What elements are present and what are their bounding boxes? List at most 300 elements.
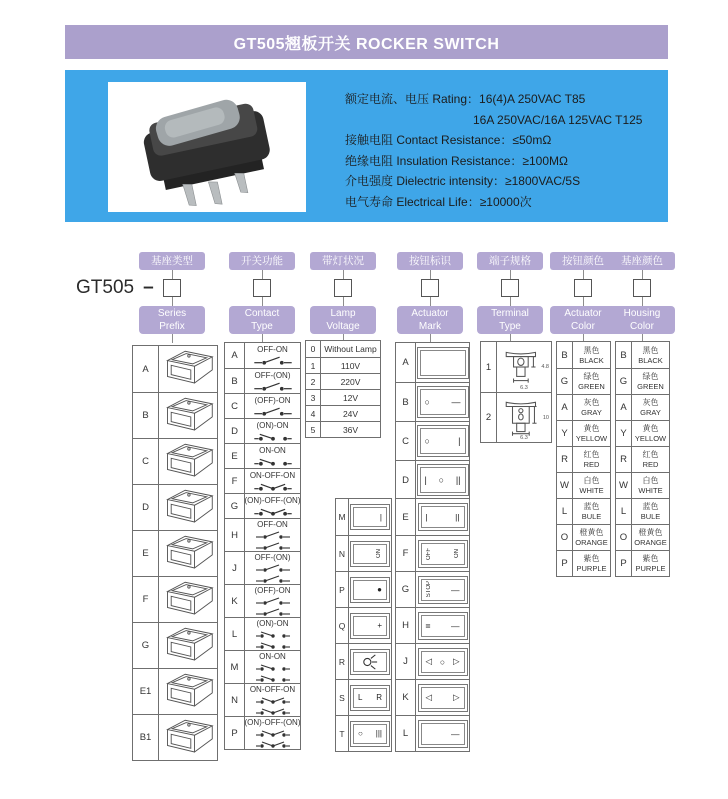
housing-drawing-cell xyxy=(159,669,217,714)
rocker-switch-illustration xyxy=(118,86,296,208)
ordering-label-cn: 基座颜色 xyxy=(609,252,675,270)
lamp-code: 5 xyxy=(306,422,321,437)
actuator-mark-cell xyxy=(416,716,469,751)
housing-drawing-icon xyxy=(160,717,216,759)
rocker-face xyxy=(418,540,468,568)
terminal-row xyxy=(481,392,551,442)
contact-function-label: ON-OFF-ON xyxy=(249,684,296,694)
product-photo xyxy=(108,82,306,212)
actuator-mark-cell xyxy=(349,572,391,607)
spec-list xyxy=(345,89,663,212)
color-name-cn: 蓝色 xyxy=(583,502,600,511)
mark-left: ○ xyxy=(424,397,430,407)
actuator-mark-row xyxy=(336,715,391,751)
model-number: GT505 xyxy=(76,277,135,298)
color-name-en: ORANGE xyxy=(575,538,608,547)
color-name-en: PURPLE xyxy=(576,564,607,573)
lamp-voltage-label: 36V xyxy=(342,424,359,435)
series-prefix-table xyxy=(132,345,218,761)
ordering-label-en xyxy=(397,306,463,334)
color-name-en: WHITE xyxy=(638,486,663,495)
housing-drawing-cell xyxy=(159,715,217,760)
color-name-cell xyxy=(632,369,669,394)
ordering-label-en-line2: Color xyxy=(571,321,595,332)
actuator-mark-row xyxy=(396,382,469,421)
color-row xyxy=(616,368,669,394)
color-name-cell xyxy=(573,342,610,368)
color-code: Y xyxy=(557,421,573,446)
series-code: D xyxy=(133,485,159,530)
connector-line xyxy=(262,297,263,306)
rocker-face xyxy=(417,347,469,379)
rocker-face xyxy=(418,720,468,748)
lamp-voltage-table xyxy=(305,340,381,438)
spec-line: 绝缘电阻 Insulation Resistance：≥100MΩ xyxy=(345,153,568,168)
contact-code: H xyxy=(225,519,245,551)
actuator-mark-row xyxy=(336,571,391,607)
actuator-mark-code: F xyxy=(396,536,416,571)
code-box xyxy=(253,279,271,297)
ordering-label-en-line1: Lamp xyxy=(330,308,356,319)
color-name-cn: 黄色 xyxy=(583,424,600,433)
spec-line: 电气寿命 Electrical Life：≥10000次 xyxy=(345,194,532,209)
lamp-voltage-label: 24V xyxy=(342,408,359,419)
color-code: R xyxy=(616,447,632,472)
contact-code: M xyxy=(225,651,245,683)
code-box xyxy=(421,279,439,297)
code-box xyxy=(574,279,592,297)
connector-line xyxy=(510,270,511,279)
mark-left: = xyxy=(425,620,431,631)
contact-function-label: (ON)-ON xyxy=(256,618,289,628)
rocker-face xyxy=(417,425,469,457)
series-code: E xyxy=(133,531,159,576)
color-row xyxy=(557,446,610,472)
ordering-label-cn: 按钮标识 xyxy=(397,252,463,270)
ordering-label-en-line1: Series xyxy=(157,308,187,319)
color-row xyxy=(557,394,610,420)
connector-line xyxy=(172,297,173,306)
series-row xyxy=(133,484,217,530)
mark-right: | xyxy=(379,512,382,522)
ordering-label-en-line2: Voltage xyxy=(326,321,360,332)
mark-left: L xyxy=(358,693,363,702)
page-title: GT505翘板开关 ROCKER SWITCH xyxy=(233,35,500,53)
color-row xyxy=(557,420,610,446)
housing-drawing-icon xyxy=(160,579,216,621)
contact-cell xyxy=(245,494,300,518)
contact-code: B xyxy=(225,369,245,393)
color-code: R xyxy=(557,447,573,472)
color-name-cn: 蓝色 xyxy=(642,502,659,511)
lamp-voltage-label: 110V xyxy=(340,360,361,371)
contact-code: G xyxy=(225,494,245,518)
actuator-mark-cell xyxy=(416,343,469,382)
ordering-column xyxy=(310,252,376,343)
housing-drawing-cell xyxy=(159,623,217,668)
spec-line: 额定电流、电压 Rating：16(4)A 250VAC T85 xyxy=(345,92,586,106)
contact-function-label: (OFF)-ON xyxy=(254,395,291,405)
series-row xyxy=(133,714,217,760)
rocker-face xyxy=(350,541,390,567)
color-row xyxy=(616,342,669,368)
color-code: L xyxy=(616,499,632,524)
lamp-row xyxy=(306,405,380,421)
actuator-mark-row xyxy=(396,343,469,382)
color-code: A xyxy=(616,395,632,420)
circuit-symbol-icon xyxy=(253,695,293,716)
ordering-label-en xyxy=(550,306,616,334)
contact-row xyxy=(225,468,300,493)
code-box xyxy=(633,279,651,297)
contact-row xyxy=(225,584,300,617)
contact-cell xyxy=(245,618,300,650)
mark-left: ◁ xyxy=(425,656,433,666)
housing-drawing-icon xyxy=(160,625,216,667)
contact-cell xyxy=(245,717,300,749)
contact-code: C xyxy=(225,394,245,418)
mark-right: R xyxy=(376,693,382,702)
circuit-symbol-icon xyxy=(253,728,293,749)
actuator-mark-cell xyxy=(416,608,469,643)
color-code: P xyxy=(616,551,632,576)
dash-separator: – xyxy=(143,277,154,298)
terminal-height-dimension: 4.8 xyxy=(541,364,549,370)
contact-function-label: OFF-(ON) xyxy=(254,552,291,562)
color-name-cn: 白色 xyxy=(642,476,659,485)
ordering-label-cn: 端子规格 xyxy=(477,252,543,270)
actuator-mark-row xyxy=(336,499,391,535)
color-name-cell xyxy=(573,447,610,472)
ordering-label-en-line2: Prefix xyxy=(159,321,185,332)
spec-line: 接触电阻 Contact Resistance：≤50mΩ xyxy=(345,133,552,147)
terminal-width-dimension: 6.3 xyxy=(520,385,528,391)
contact-function-label: ON-ON xyxy=(259,651,286,661)
rocker-face xyxy=(417,386,469,418)
circuit-symbol-icon xyxy=(253,563,293,584)
color-name-cn: 紫色 xyxy=(642,554,659,563)
contact-code: J xyxy=(225,552,245,584)
housing-drawing-icon xyxy=(160,671,216,713)
color-row xyxy=(616,550,669,576)
terminal-drawing-cell xyxy=(497,342,551,392)
ordering-label-en-line1: Actuator xyxy=(411,308,449,319)
contact-cell xyxy=(245,469,300,493)
color-name-cn: 红色 xyxy=(642,450,659,459)
contact-row xyxy=(225,443,300,468)
connector-line xyxy=(172,270,173,279)
connector-line xyxy=(510,297,511,306)
contact-code: P xyxy=(225,717,245,749)
connector-line xyxy=(172,334,173,343)
color-row xyxy=(557,472,610,498)
terminal-code: 2 xyxy=(481,393,497,442)
color-name-en: YELLOW xyxy=(634,434,667,443)
series-row xyxy=(133,668,217,714)
color-row xyxy=(616,446,669,472)
code-box xyxy=(163,279,181,297)
connector-line xyxy=(583,297,584,306)
rocker-face xyxy=(418,612,468,640)
actuator-mark-code: N xyxy=(336,536,349,571)
contact-code: K xyxy=(225,585,245,617)
mark-right: — xyxy=(451,728,460,739)
color-name-cell xyxy=(632,551,669,576)
color-name-cell xyxy=(573,525,610,550)
actuator-mark-cell xyxy=(416,461,469,499)
spec-line: 16A 250VAC/16A 125VAC T125 xyxy=(473,112,643,127)
rocker-face xyxy=(418,576,468,604)
mark-left: ○ xyxy=(424,436,430,446)
actuator-mark-cell xyxy=(416,572,469,607)
mark-center: ○ xyxy=(438,475,445,485)
contact-row xyxy=(225,683,300,716)
color-name-cell xyxy=(573,499,610,524)
contact-code: N xyxy=(225,684,245,716)
ordering-label-en-line1: Housing xyxy=(623,308,661,319)
lamp-row xyxy=(306,357,380,373)
color-name-cn: 灰色 xyxy=(642,398,659,407)
actuator-mark-code: B xyxy=(396,383,416,421)
color-code: G xyxy=(557,369,573,394)
contact-function-label: (ON)-OFF-(ON) xyxy=(245,717,300,727)
circuit-symbol-icon xyxy=(253,530,293,551)
code-box xyxy=(501,279,519,297)
series-code: E1 xyxy=(133,669,159,714)
contact-cell xyxy=(245,343,300,368)
housing-color-table xyxy=(615,341,670,577)
mark-right: + xyxy=(377,621,382,630)
actuator-mark-cell xyxy=(416,422,469,460)
contact-row xyxy=(225,650,300,683)
color-name-cell xyxy=(573,473,610,498)
circuit-symbol-icon xyxy=(253,481,293,492)
actuator-mark-code: D xyxy=(396,461,416,499)
ordering-label-en xyxy=(229,306,295,334)
actuator-color-table xyxy=(556,341,611,577)
lamp-voltage-label: 12V xyxy=(342,392,359,403)
color-code: P xyxy=(557,551,573,576)
color-name-cn: 紫色 xyxy=(583,554,600,563)
circuit-symbol-icon xyxy=(253,662,293,683)
color-code: G xyxy=(616,369,632,394)
ordering-column xyxy=(397,252,463,343)
contact-function-label: ON-ON xyxy=(259,445,286,455)
ordering-label-en xyxy=(310,306,376,334)
color-name-cn: 灰色 xyxy=(583,398,600,407)
ordering-label-en-line2: Mark xyxy=(418,321,442,332)
color-row xyxy=(616,498,669,524)
color-row xyxy=(616,524,669,550)
color-name-en: ORANGE xyxy=(634,538,667,547)
color-name-en: BLACK xyxy=(638,355,663,365)
actuator-mark-cell xyxy=(349,608,391,643)
mark-right: ON xyxy=(376,549,382,558)
series-row xyxy=(133,392,217,438)
actuator-mark-row xyxy=(396,643,469,679)
circuit-symbol-icon xyxy=(253,381,293,392)
mark-right: ▷ xyxy=(452,656,460,666)
contact-cell xyxy=(245,519,300,551)
color-row xyxy=(557,498,610,524)
lamp-voltage-label: 220V xyxy=(340,376,361,387)
circuit-symbol-icon xyxy=(253,406,293,417)
color-name-en: GREEN xyxy=(637,382,664,391)
housing-drawing-icon xyxy=(160,395,216,437)
contact-row xyxy=(225,518,300,551)
housing-drawing-icon xyxy=(160,487,216,529)
actuator-mark-code: M xyxy=(336,499,349,535)
circuit-symbol-icon xyxy=(253,431,293,442)
contact-code: L xyxy=(225,618,245,650)
contact-function-label: (ON)-OFF-(ON) xyxy=(245,495,300,505)
color-name-cn: 黄色 xyxy=(642,424,659,433)
ordering-label-en-line1: Contact xyxy=(244,308,280,319)
actuator-mark-cell xyxy=(416,536,469,571)
color-name-en: RED xyxy=(583,460,600,469)
series-code: F xyxy=(133,577,159,622)
ordering-column xyxy=(609,252,675,343)
ordering-columns xyxy=(0,252,728,347)
actuator-mark-row xyxy=(336,535,391,571)
color-row xyxy=(616,420,669,446)
housing-drawing-cell xyxy=(159,531,217,576)
ordering-label-en-line1: Actuator xyxy=(564,308,602,319)
rocker-face xyxy=(350,685,390,711)
terminal-drawing-icon xyxy=(501,399,547,437)
color-row xyxy=(557,342,610,368)
color-name-cn: 红色 xyxy=(583,450,600,459)
color-name-cell xyxy=(632,342,669,368)
actuator-mark-code: R xyxy=(336,644,349,679)
color-name-cn: 橙黄色 xyxy=(638,528,663,537)
ordering-label-en-line1: Terminal xyxy=(491,308,529,319)
connector-line xyxy=(642,270,643,279)
color-name-en: GRAY xyxy=(640,408,661,417)
series-code: G xyxy=(133,623,159,668)
mark-center: ○ xyxy=(439,656,446,667)
series-code: B xyxy=(133,393,159,438)
mark-left: OFF xyxy=(425,547,432,560)
circuit-symbol-icon xyxy=(253,355,293,366)
series-code: B1 xyxy=(133,715,159,760)
contact-code: D xyxy=(225,419,245,443)
mark-right: ● xyxy=(377,585,382,594)
lamp-row xyxy=(306,389,380,405)
actuator-mark-cell xyxy=(349,644,391,679)
actuator-mark-row xyxy=(396,571,469,607)
ordering-label-en-line2: Color xyxy=(630,321,654,332)
color-name-cell xyxy=(632,473,669,498)
color-name-en: YELLOW xyxy=(575,434,608,443)
mark-left: | xyxy=(425,512,428,522)
contact-function-label: (ON)-ON xyxy=(256,420,289,430)
contact-code: A xyxy=(225,343,245,368)
lamp-code: 1 xyxy=(306,358,321,373)
actuator-mark-code: P xyxy=(336,572,349,607)
rocker-face xyxy=(350,613,390,639)
color-name-cell xyxy=(573,421,610,446)
color-code: O xyxy=(557,525,573,550)
actuator-mark-code: Q xyxy=(336,608,349,643)
rocker-face xyxy=(418,684,468,712)
color-name-cell xyxy=(573,551,610,576)
contact-function-label: ON-OFF-ON xyxy=(249,470,296,480)
mark-left: ◁ xyxy=(425,692,433,702)
ordering-label-cn: 带灯状况 xyxy=(310,252,376,270)
actuator-mark-cell xyxy=(416,383,469,421)
lamp-code: 4 xyxy=(306,406,321,421)
actuator-mark-cell xyxy=(349,680,391,715)
color-code: Y xyxy=(616,421,632,446)
actuator-mark-code: L xyxy=(396,716,416,751)
series-row xyxy=(133,530,217,576)
color-row xyxy=(557,550,610,576)
color-name-en: WHITE xyxy=(579,486,604,495)
color-name-cell xyxy=(632,525,669,550)
title-banner xyxy=(65,25,668,59)
rocker-face xyxy=(418,503,468,531)
contact-cell xyxy=(245,369,300,393)
contact-row xyxy=(225,551,300,584)
color-name-cn: 黑色 xyxy=(642,345,659,355)
color-name-cell xyxy=(573,395,610,420)
housing-drawing-icon xyxy=(160,348,216,390)
contact-function-label: OFF-ON xyxy=(257,345,288,354)
actuator-mark-cell xyxy=(349,499,391,535)
mark-right: — xyxy=(451,584,460,595)
actuator-mark-row xyxy=(336,643,391,679)
contact-cell xyxy=(245,684,300,716)
ordering-column xyxy=(229,252,295,343)
ordering-label-cn: 按钮颜色 xyxy=(550,252,616,270)
color-code: O xyxy=(616,525,632,550)
mark-right: || xyxy=(455,475,461,485)
color-name-en: GREEN xyxy=(578,382,605,391)
ordering-label-en-line2: Type xyxy=(251,321,273,332)
terminal-code: 1 xyxy=(481,342,497,392)
lamp-voltage-label: Without Lamp xyxy=(324,344,377,354)
color-name-cn: 绿色 xyxy=(642,372,659,381)
circuit-symbol-icon xyxy=(253,596,293,617)
mark-left: STOP xyxy=(425,581,432,598)
actuator-mark-row xyxy=(396,499,469,535)
terminal-drawing-cell xyxy=(497,393,551,442)
actuator-mark-row xyxy=(396,607,469,643)
lamp-beam-icon xyxy=(362,653,378,671)
circuit-symbol-icon xyxy=(253,629,293,650)
color-code: A xyxy=(557,395,573,420)
actuator-mark-code: E xyxy=(396,499,416,535)
color-code: B xyxy=(616,342,632,368)
actuator-mark-code: S xyxy=(336,680,349,715)
lamp-code: 0 xyxy=(306,341,321,357)
mark-left: | xyxy=(424,475,427,485)
contact-function-label: OFF-ON xyxy=(257,519,288,529)
contact-cell xyxy=(245,552,300,584)
ordering-label-cn: 开关功能 xyxy=(229,252,295,270)
color-name-cn: 白色 xyxy=(583,476,600,485)
color-name-en: GRAY xyxy=(581,408,602,417)
housing-drawing-icon xyxy=(160,441,216,483)
actuator-mark-code: A xyxy=(396,343,416,382)
ordering-label-en xyxy=(139,306,205,334)
lamp-row xyxy=(306,373,380,389)
color-code: L xyxy=(557,499,573,524)
ordering-column xyxy=(550,252,616,343)
actuator-mark-cell xyxy=(349,536,391,571)
terminal-height-dimension: 10 xyxy=(542,414,549,421)
